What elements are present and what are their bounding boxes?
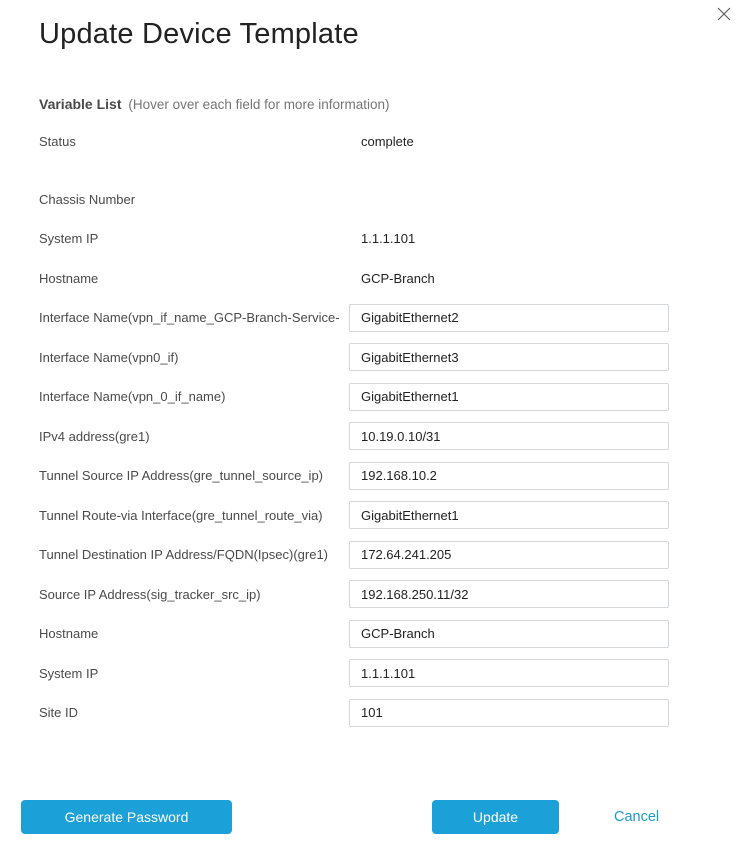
field-label: Interface Name(vpn_0_if_name) bbox=[39, 389, 226, 405]
field-label: Hostname bbox=[39, 270, 99, 286]
field-row bbox=[0, 219, 752, 259]
field-input[interactable] bbox=[349, 343, 669, 371]
field-input[interactable] bbox=[349, 383, 669, 411]
field-label: Status bbox=[39, 134, 76, 150]
dialog-footer bbox=[0, 800, 752, 834]
field-input[interactable] bbox=[349, 620, 669, 648]
field-label: Source IP Address(sig_tracker_src_ip) bbox=[39, 586, 261, 602]
cancel-link[interactable]: Cancel bbox=[614, 809, 660, 825]
variable-list-heading: Variable List bbox=[39, 96, 122, 112]
close-icon[interactable] bbox=[715, 5, 733, 23]
field-row bbox=[0, 535, 752, 575]
field-row bbox=[0, 417, 752, 457]
field-row bbox=[0, 180, 752, 220]
field-label: Chassis Number bbox=[39, 191, 136, 207]
field-label: System IP bbox=[39, 665, 99, 681]
field-label: Interface Name(vpn0_if) bbox=[39, 349, 179, 365]
field-label: System IP bbox=[39, 231, 99, 247]
field-value: 1.1.1.101 bbox=[361, 231, 416, 247]
field-input[interactable] bbox=[349, 580, 669, 608]
field-label: Tunnel Source IP Address(gre_tunnel_source_ip) bbox=[39, 468, 324, 484]
field-input[interactable] bbox=[349, 659, 669, 687]
field-row bbox=[0, 259, 752, 299]
editable-field-list bbox=[0, 298, 752, 733]
field-label: IPv4 address(gre1) bbox=[39, 428, 150, 444]
field-row bbox=[0, 298, 752, 338]
field-input[interactable] bbox=[349, 699, 669, 727]
field-input[interactable] bbox=[349, 541, 669, 569]
field-value: complete bbox=[361, 134, 414, 150]
variable-list-hint: (Hover over each field for more information) bbox=[128, 97, 390, 112]
static-field-list bbox=[0, 122, 752, 298]
field-label: Tunnel Route-via Interface(gre_tunnel_route_via) bbox=[39, 507, 323, 523]
field-row bbox=[0, 377, 752, 417]
field-value: GCP-Branch bbox=[361, 270, 435, 286]
field-row bbox=[0, 338, 752, 378]
update-button[interactable]: Update bbox=[432, 800, 559, 834]
field-row bbox=[0, 693, 752, 733]
field-row bbox=[0, 614, 752, 654]
field-label: Site ID bbox=[39, 705, 79, 721]
field-row bbox=[0, 496, 752, 536]
field-row bbox=[0, 575, 752, 615]
field-input[interactable] bbox=[349, 462, 669, 490]
field-label: Hostname bbox=[39, 626, 99, 642]
field-row bbox=[0, 122, 752, 162]
variable-list-header bbox=[39, 96, 752, 113]
generate-password-button[interactable]: Generate Password bbox=[21, 800, 232, 834]
field-label: Tunnel Destination IP Address/FQDN(Ipsec)(gre1) bbox=[39, 547, 329, 563]
page-title: Update Device Template bbox=[39, 18, 359, 50]
field-label: Interface Name(vpn_if_name_GCP-Branch-Service- bbox=[39, 310, 340, 326]
field-row bbox=[0, 654, 752, 694]
field-row bbox=[0, 456, 752, 496]
field-input[interactable] bbox=[349, 304, 669, 332]
field-input[interactable] bbox=[349, 501, 669, 529]
field-input[interactable] bbox=[349, 422, 669, 450]
